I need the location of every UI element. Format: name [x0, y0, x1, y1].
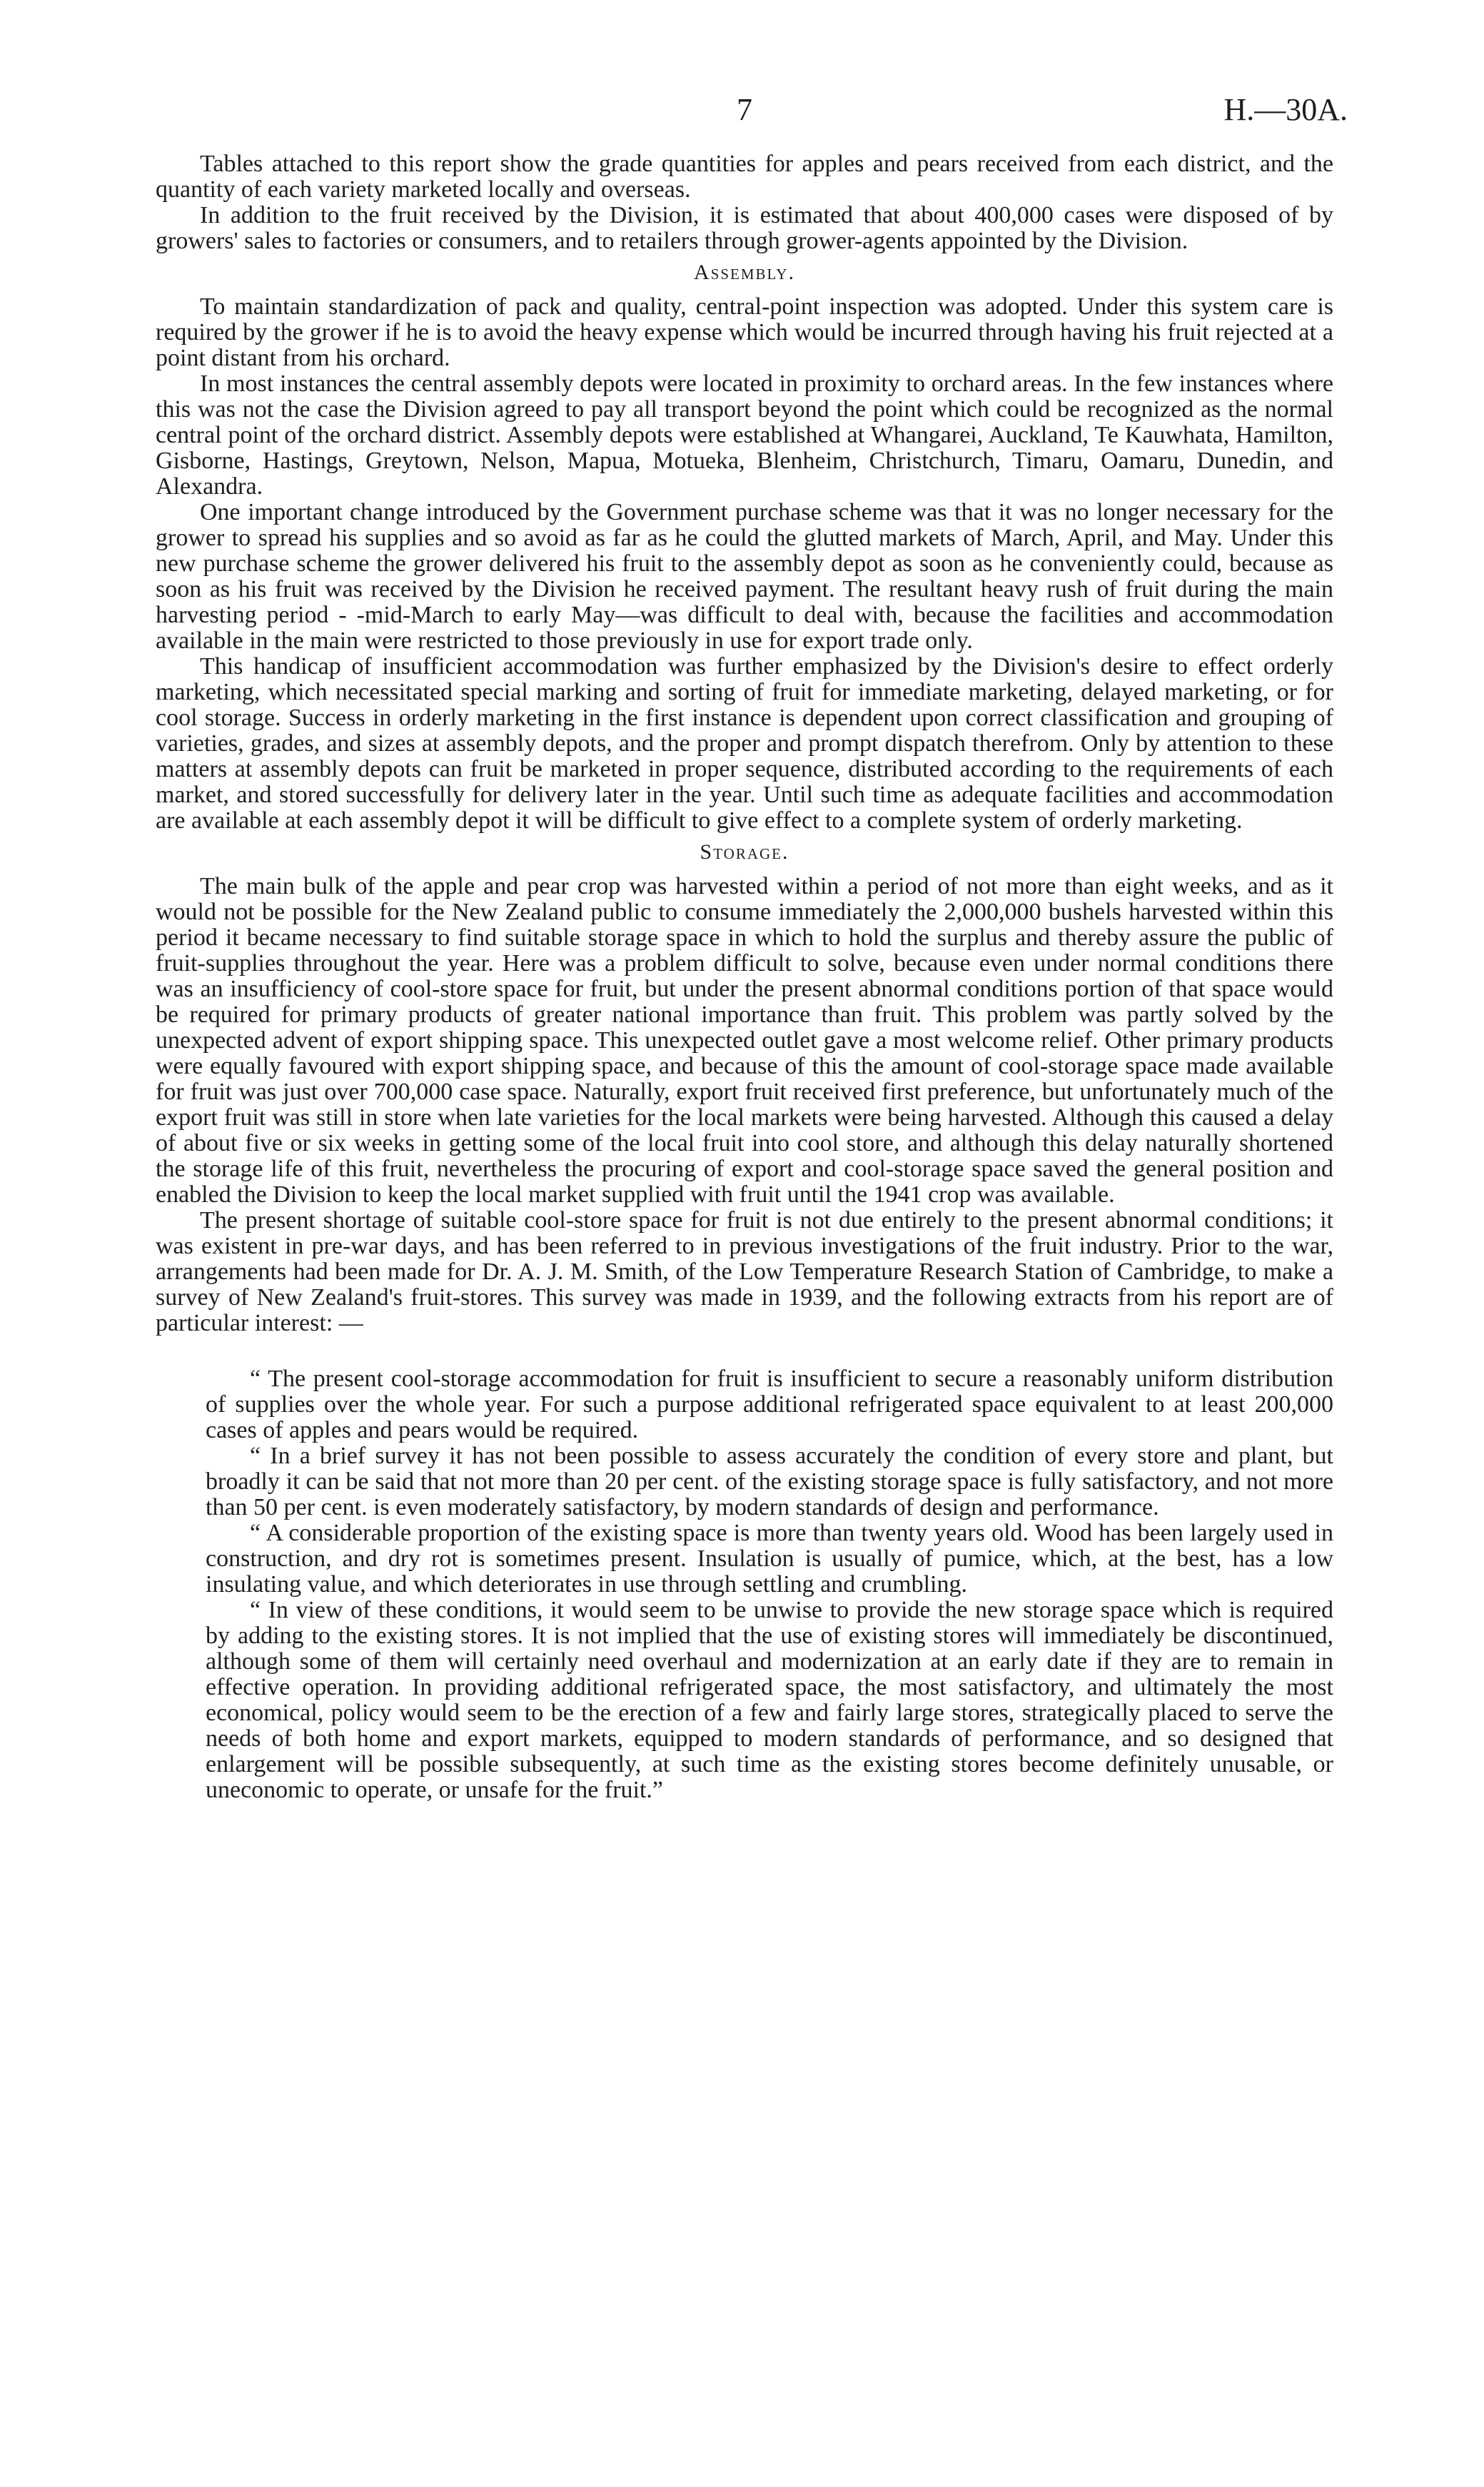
document-reference: H.—30A.	[1223, 92, 1348, 127]
quote-paragraph: “ In view of these conditions, it would seem to be unwise to provide the new storage space which is required by adding to the existing stores. It is not implied that the use of existing stores will immediately be discontinued, although some of them will certainly need overhaul and modernization at an early date if they are to remain in effective operation. In providing additional refrigerated space, the most satisfactory, and ultimately the most economical, policy would seem to be the erection of a few and fairly large stores, strategically placed to serve the needs of both home and export markets, equipped to modern standards of performance, and so designed that enlargement will be possible subsequently, at such time as the existing stores become definitely unusable, or uneconomic to operate, or unsafe for the fruit.”	[206, 1597, 1333, 1803]
intro-section	[156, 151, 1333, 254]
paragraph: To maintain standardization of pack and quality, central-point inspection was adopted. Under this system care is required by the grower if he is to avoid the heavy expense which would be incurred through having his fruit rejected at a point distant from his orchard.	[156, 293, 1333, 371]
paragraph: Tables attached to this report show the grade quantities for apples and pears received from each district, and the quantity of each variety marketed locally and overseas.	[156, 151, 1333, 203]
quote-paragraph: “ The present cool-storage accommodation for fruit is insufficient to secure a reasonably uniform distribution of supplies over the whole year. For such a purpose additional refrigerated space equivalent to at least 200,000 cases of apples and pears would be required.	[206, 1366, 1333, 1443]
paragraph: One important change introduced by the Government purchase scheme was that it was no longer necessary for the grower to spread his supplies and so avoid as far as he could the glutted markets of March, April, and May. Under this new purchase scheme the grower delivered his fruit to the assembly depot as soon as he conveniently could, because as soon as his fruit was received by the Division he received payment. The resultant heavy rush of fruit during the main harvesting period - -mid-March to early May—was difficult to deal with, because the facilities and accommodation available in the main were restricted to those previously in use for export trade only.	[156, 499, 1333, 654]
quote-paragraph: “ A considerable proportion of the existing space is more than twenty years old. Wood has been largely used in construction, and dry rot is sometimes present. Insulation is usually of pumice, which, at the best, has a low insulating value, and which deteriorates in use through settling and crumbling.	[206, 1520, 1333, 1598]
storage-section	[156, 839, 1333, 1803]
assembly-section	[156, 260, 1333, 834]
paragraph: The main bulk of the apple and pear crop was harvested within a period of not more than eight weeks, and as it would not be possible for the New Zealand public to consume immediately the 2,000,000 bushels harvested within this period it became necessary to find suitable storage space in which to hold the surplus and thereby assure the public of fruit-supplies throughout the year. Here was a problem difficult to solve, because even under normal conditions there was an insufficiency of cool-store space for fruit, but under the present abnormal conditions portion of that space would be required for primary products of greater national importance than fruit. This problem was partly solved by the unexpected advent of export shipping space. This unexpected outlet gave a most welcome relief. Other primary products were equally favoured with export shipping space, and because of this the amount of cool-storage space made available for fruit was just over 700,000 case space. Naturally, export fruit received first preference, but unfortunately much of the export fruit was still in store when late varieties for the local markets were being harvested. Although this caused a delay of about five or six weeks in getting some of the local fruit into cool store, and although this delay naturally shortened the storage life of this fruit, nevertheless the procuring of export and cool-storage space saved the general position and enabled the Division to keep the local market supplied with fruit until the 1941 crop was available.	[156, 873, 1333, 1208]
report-extract-quotes	[206, 1366, 1333, 1803]
section-heading-storage: Storage.	[700, 840, 789, 864]
document-page	[156, 91, 1348, 1803]
page-header	[156, 91, 1348, 151]
paragraph: In most instances the central assembly depots were located in proximity to orchard areas. In the few instances where this was not the case the Division agreed to pay all transport beyond the point which could be recognized as the normal central point of the orchard district. Assembly depots were established at Whangarei, Auckland, Te Kauwhata, Hamilton, Gisborne, Hastings, Greytown, Nelson, Mapua, Motueka, Blenheim, Christchurch, Timaru, Oamaru, Dunedin, and Alexandra.	[156, 370, 1333, 500]
paragraph: The present shortage of suitable cool-store space for fruit is not due entirely to the present abnormal conditions; it was existent in pre-war days, and has been referred to in previous investigations of the fruit industry. Prior to the war, arrangements had been made for Dr. A. J. M. Smith, of the Low Temperature Research Station of Cambridge, to make a survey of New Zealand's fruit-stores. This survey was made in 1939, and the following extracts from his report are of particular interest: —	[156, 1207, 1333, 1336]
paragraph: In addition to the fruit received by the Division, it is estimated that about 400,000 cases were disposed of by growers' sales to factories or consumers, and to retailers through grower-agents appointed by the Division.	[156, 202, 1333, 254]
section-heading-assembly: Assembly.	[694, 261, 795, 284]
quote-paragraph: “ In a brief survey it has not been possible to assess accurately the condition of every store and plant, but broadly it can be said that not more than 20 per cent. of the existing storage space is fully satisfactory, and not more than 50 per cent. is even moderately satisfactory, by modern standards of design and performance.	[206, 1443, 1333, 1520]
paragraph: This handicap of insufficient accommodation was further emphasized by the Division's desire to effect orderly marketing, which necessitated special marking and sorting of fruit for immediate marketing, delayed marketing, or for cool storage. Success in orderly marketing in the first instance is dependent upon correct classification and grouping of varieties, grades, and sizes at assembly depots, and the proper and prompt dispatch therefrom. Only by attention to these matters at assembly depots can fruit be marketed in proper sequence, distributed according to the requirements of each market, and stored successfully for delivery later in the year. Until such time as adequate facilities and accommodation are available at each assembly depot it will be difficult to give effect to a complete system of orderly marketing.	[156, 653, 1333, 834]
page-number: 7	[737, 92, 752, 127]
